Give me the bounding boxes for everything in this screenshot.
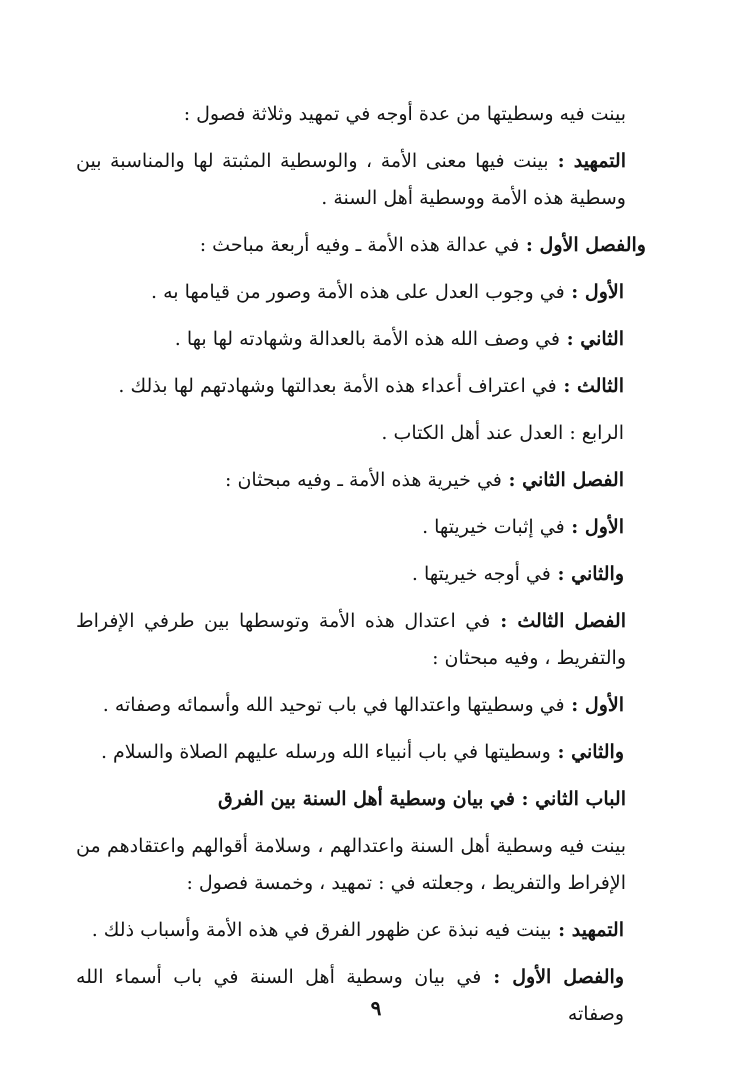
page-content: [76, 96, 670, 1043]
section-paragraph: الرابع : العدل عند أهل الكتاب .: [381, 422, 624, 444]
lead-label: الثاني :: [560, 328, 624, 350]
part-two-chapter-one-paragraph: والفصل الأول : في بيان وسطية أهل السنة في باب أسماء الله وصفاته: [76, 966, 624, 1025]
lead-label: والثاني :: [550, 563, 624, 585]
section-paragraph: الأول : في وجوب العدل على هذه الأمة وصور من قيامها به .: [151, 281, 624, 303]
lead-label: والفصل الأول :: [519, 234, 646, 256]
part-two-preface-paragraph: التمهيد : بينت فيه نبذة عن ظهور الفرق في هذه الأمة وأسباب ذلك .: [91, 919, 624, 941]
lead-label: والفصل الأول :: [481, 966, 624, 988]
chapter-two-paragraph: الفصل الثاني : في خيرية هذه الأمة ـ وفيه مبحثان :: [225, 469, 624, 491]
page-number: ٩: [370, 996, 382, 1020]
section-paragraph: الثالث : في اعتراف أعداء هذه الأمة بعدالتها وشهادتهم لها بذلك .: [118, 375, 624, 397]
section-paragraph: الثاني : في وصف الله هذه الأمة بالعدالة وشهادته لها بها .: [174, 328, 624, 350]
section-paragraph: الأول : في إثبات خيريتها .: [422, 516, 624, 538]
lead-label: والثاني :: [550, 741, 624, 763]
lead-label: الأول :: [564, 281, 624, 303]
lead-label: التمهيد :: [551, 919, 624, 941]
section-paragraph: والثاني : وسطيتها في باب أنبياء الله ورسله عليهم الصلاة والسلام .: [100, 741, 624, 763]
part-two-intro-paragraph: بينت فيه وسطية أهل السنة واعتدالهم ، وسلامة أقوالهم واعتقادهم من الإفراط والتفريط ، وجعلته في : تمهيد ، وخمسة فصول :: [76, 835, 626, 894]
lead-label: الفصل الثالث :: [490, 610, 626, 632]
section-paragraph: الأول : في وسطيتها واعتدالها في باب توحيد الله وأسمائه وصفاته .: [102, 694, 624, 716]
part-two-heading: الباب الثاني : في بيان وسطية أهل السنة بين الفرق: [217, 788, 626, 810]
lead-label: الفصل الثاني :: [501, 469, 624, 491]
intro-paragraph: بينت فيه وسطيتها من عدة أوجه في تمهيد وثلاثة فصول :: [183, 103, 626, 125]
chapter-one-paragraph: والفصل الأول : في عدالة هذه الأمة ـ وفيه أربعة مباحث :: [199, 234, 646, 256]
lead-label: الأول :: [564, 516, 624, 538]
preface-paragraph: التمهيد : بينت فيها معنى الأمة ، والوسطية المثبتة لها والمناسبة بين وسطية هذه الأمة ووسطية أهل السنة .: [76, 150, 626, 209]
lead-label: التمهيد :: [548, 150, 626, 172]
section-paragraph: والثاني : في أوجه خيريتها .: [411, 563, 624, 585]
lead-label: الأول :: [564, 694, 624, 716]
lead-label: الثالث :: [556, 375, 624, 397]
chapter-three-paragraph: الفصل الثالث : في اعتدال هذه الأمة وتوسطها بين طرفي الإفراط والتفريط ، وفيه مبحثان :: [76, 610, 626, 669]
